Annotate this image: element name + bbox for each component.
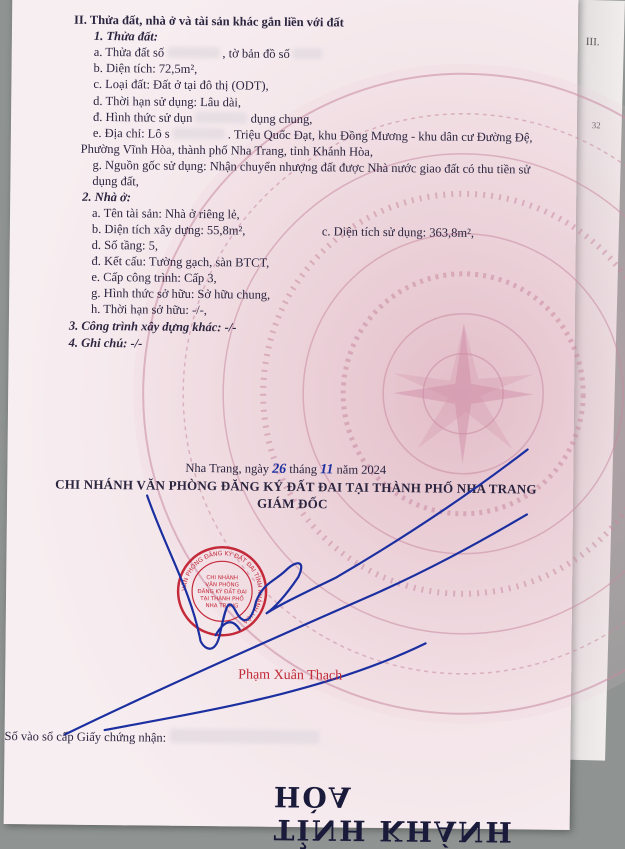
signature: [4, 389, 574, 775]
land-term: d. Thời hạn sử dụng: Lâu dài,: [93, 93, 242, 110]
land-origin-line2: dụng đất,: [92, 173, 139, 189]
house-build-area: b. Diện tích xây dựng: 55,8m²,: [91, 221, 246, 238]
house-name: a. Tên tài sản: Nhà ở riêng lẻ,: [91, 205, 240, 222]
land-address-prefix: e. Địa chỉ: Lô s: [92, 125, 170, 141]
house-structure: đ. Kết cấu: Tường gạch, sàn BTCT,: [91, 253, 270, 270]
date-month: 11: [320, 462, 334, 478]
house-ownership-term: h. Thời hạn sở hữu: -/-,: [90, 301, 208, 318]
date-year: năm 2024: [336, 462, 387, 478]
land-usage-prefix: đ. Hình thức sử dụn: [92, 109, 193, 125]
position-title: GIÁM ĐỐC: [256, 495, 328, 512]
stamp-line-5: NHA TRANG: [205, 603, 239, 610]
issuing-office: CHI NHÁNH VĂN PHÒNG ĐĂNG KÝ ĐẤT ĐAI TẠI THÀNH PHỐ NHA TRANG: [55, 476, 537, 497]
registry-line: [4, 727, 319, 747]
land-usage-suffix: dụng chung,: [250, 111, 313, 127]
stamp-line-4: TẠI THÀNH PHỐ: [200, 596, 244, 603]
date-day: 26: [272, 461, 287, 477]
stamp-ring-text: VĂN PHÒNG ĐĂNG KÝ ĐẤT ĐAI TỈNH KHÁNH HÒA: [181, 550, 264, 626]
house-grade: e. Cấp công trình: Cấp 3,: [91, 269, 217, 286]
date-place: Nha Trang, ngày: [185, 460, 270, 476]
notes: 4. Ghi chú: -/-: [68, 335, 143, 351]
land-address-line2: Phường Vĩnh Hòa, thành phố Nha Trang, tỉnh Khánh Hòa,: [80, 141, 374, 159]
house-floors: d. Số tầng: 5,: [91, 237, 159, 253]
house-ownership: g. Hình thức sở hữu: Sở hữu chung,: [91, 285, 271, 302]
land-heading: 1. Thửa đất:: [93, 28, 159, 44]
house-use-area: c. Diện tích sử dụng: 363,8m²,: [321, 224, 475, 240]
redacted-map-number: [293, 48, 323, 59]
land-area: b. Diện tích: 72,5m²,: [93, 60, 198, 76]
section-title: II. Thửa đất, nhà ở và tài sản khác gắn liền với đất: [73, 12, 344, 30]
next-page-heading: III.: [585, 35, 600, 49]
land-type: c. Loại đất: Đất ở tại đô thị (ODT),: [93, 76, 269, 93]
mirrored-province-title: TỈNH KHÁNH HÒA: [273, 779, 515, 849]
land-map-label: , tờ bản đồ số: [222, 46, 290, 61]
redacted-parcel-number: [167, 47, 219, 59]
redacted-lot: [173, 128, 225, 140]
land-parcel-label: a. Thửa đất số: [93, 44, 165, 60]
other-works: 3. Công trình xây dựng khác: -/-: [68, 318, 237, 335]
redacted-registry-number: [169, 729, 319, 745]
house-heading: 2. Nhà ở:: [82, 189, 132, 205]
registry-label: Số vào sổ cấp Giấy chứng nhận:: [4, 729, 167, 745]
certificate-page: [4, 0, 579, 849]
stamp-line-2: VĂN PHÒNG: [205, 582, 239, 589]
land-address-suffix: . Triệu Quốc Đạt, khu Đồng Mương - khu dân cư Đường Đệ,: [227, 127, 533, 145]
land-origin: g. Nguồn gốc sử dụng: Nhận chuyển nhượng đất được Nhà nước giao đất có thu tiền sử: [92, 157, 531, 177]
date-month-label: tháng: [289, 461, 318, 477]
signer-name: Phạm Xuân Thạch: [238, 667, 343, 684]
stamp-line-1: CHI NHÁNH: [206, 575, 239, 582]
redacted-usage: [195, 112, 247, 124]
stamp-line-3: ĐĂNG KÝ ĐẤT ĐAI: [197, 589, 247, 596]
